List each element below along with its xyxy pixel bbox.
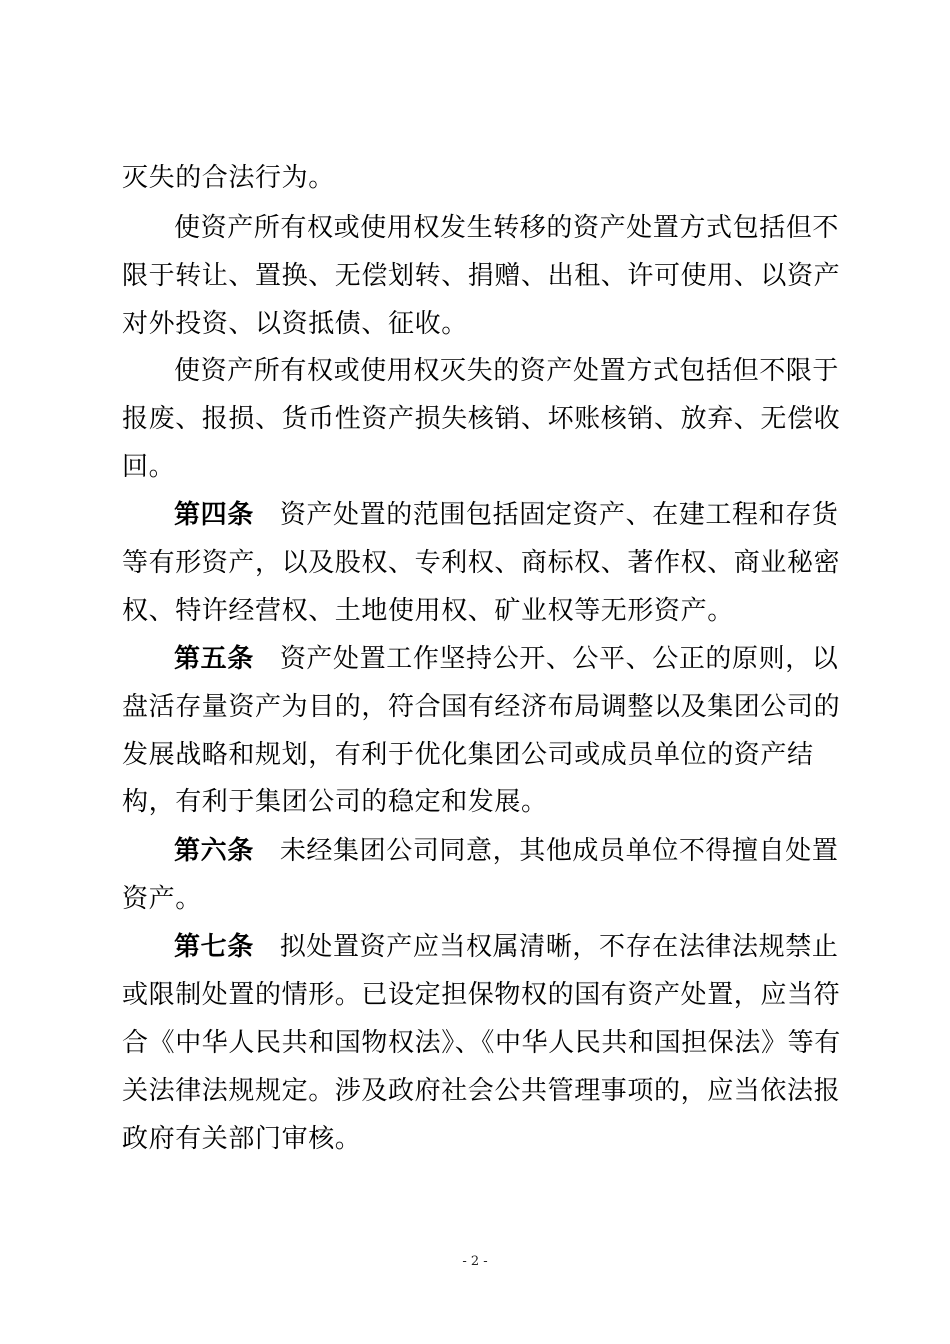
article-5-line xyxy=(174,644,838,674)
text-line: 权、特许经营权、土地使用权、矿业权等无形资产。 xyxy=(122,596,734,626)
article-5-text: 资产处置工作坚持公开、公平、公正的原则，以 xyxy=(279,644,839,674)
text-line: 使资产所有权或使用权发生转移的资产处置方式包括但不 xyxy=(174,213,840,243)
text-line: 灭失的合法行为。 xyxy=(122,163,335,193)
text-line: 政府有关部门审核。 xyxy=(122,1124,362,1154)
article-4-text: 资产处置的范围包括固定资产、在建工程和存货 xyxy=(279,500,839,530)
text-line: 发展战略和规划，有利于优化集团公司或成员单位的资产结 xyxy=(122,740,814,770)
article-5-heading: 第五条 xyxy=(174,644,254,674)
text-line: 合《中华人民共和国物权法》、《中华人民共和国担保法》等有 xyxy=(122,1028,841,1058)
text-line: 盘活存量资产为目的，符合国有经济布局调整以及集团公司的 xyxy=(122,692,841,722)
text-line: 回。 xyxy=(122,452,176,482)
article-6-text: 未经集团公司同意，其他成员单位不得擅自处置 xyxy=(279,836,839,866)
text-line: 或限制处置的情形。已设定担保物权的国有资产处置，应当符 xyxy=(122,980,841,1010)
article-7-text: 拟处置资产应当权属清晰，不存在法律法规禁止 xyxy=(279,932,839,962)
text-line: 限于转让、置换、无偿划转、捐赠、出租、许可使用、以资产 xyxy=(122,261,841,291)
article-7-line xyxy=(174,932,838,962)
article-4-heading: 第四条 xyxy=(174,500,254,530)
text-line: 资产。 xyxy=(122,884,202,914)
article-6-heading: 第六条 xyxy=(174,836,254,866)
text-line: 构，有利于集团公司的稳定和发展。 xyxy=(122,787,548,817)
article-7-heading: 第七条 xyxy=(174,932,254,962)
article-4-line xyxy=(174,500,838,530)
text-line: 等有形资产，以及股权、专利权、商标权、著作权、商业秘密 xyxy=(122,548,841,578)
text-line: 使资产所有权或使用权灭失的资产处置方式包括但不限于 xyxy=(174,356,840,386)
article-6-line xyxy=(174,836,838,866)
text-line: 关法律法规规定。涉及政府社会公共管理事项的，应当依法报 xyxy=(122,1076,841,1106)
page-number: - 2 - xyxy=(462,1254,488,1269)
text-line: 报废、报损、货币性资产损失核销、坏账核销、放弃、无偿收 xyxy=(122,404,841,434)
text-line: 对外投资、以资抵债、征收。 xyxy=(122,309,468,339)
